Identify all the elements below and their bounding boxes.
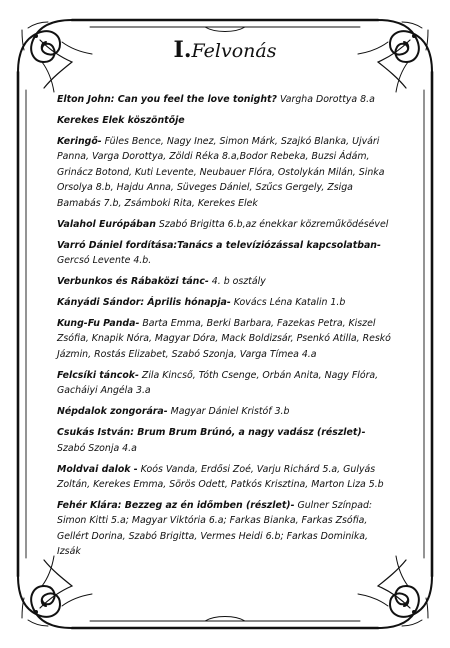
entry-performers: Gulner Színpad: Simon Kitti 5.a; Magyar Viktória 6.a; Farkas Bianka, Farkas Zsófia, Gellért Dorina, Szabó Brigitta, Vermes Heidi 6.b; Farkas Dominika, Izsák: [57, 500, 373, 558]
entry-title: Elton John: Can you feel the love tonight?: [57, 94, 277, 105]
entry-title: Kerekes Elek köszöntője: [57, 115, 185, 126]
program-list: [57, 92, 393, 560]
page-title: [0, 38, 450, 63]
entry-title: Csukás István: Brum Brum Brúnó, a nagy vadász (részlet)-: [57, 427, 366, 439]
entry-title: Felcsíki táncok-: [57, 369, 139, 381]
program-entry: [57, 404, 393, 419]
entry-performers: Gercsó Levente 4.b.: [57, 255, 152, 267]
entry-title: Moldvai dalok -: [57, 463, 138, 475]
entry-title: Verbunkos és Rábaközi tánc-: [57, 276, 209, 288]
entry-title: Népdalok zongorára-: [57, 406, 168, 418]
program-entry: [57, 134, 393, 211]
entry-title: Kányádi Sándor: Április hónapja-: [57, 297, 231, 309]
program-entry: [57, 217, 393, 232]
program-entry: [57, 498, 393, 560]
entry-performers: 4. b osztály: [208, 276, 266, 288]
entry-title: Kung-Fu Panda-: [57, 318, 140, 330]
entry-title: Varró Dániel fordítása:Tanács a televíziózással kapcsolatban-: [57, 239, 381, 251]
program-entry: [57, 368, 393, 399]
entry-performers: Kovács Léna Katalin 1.b: [230, 297, 346, 309]
program-entry: [57, 113, 393, 128]
program-entry: [57, 425, 393, 456]
entry-title: Fehér Klára: Bezzeg az én időmben (részlet)-: [57, 500, 295, 512]
program-entry: [57, 295, 393, 310]
title-script: Felvonás: [191, 40, 277, 62]
entry-title: Keringő-: [57, 136, 102, 147]
entry-performers: Barta Emma, Berki Barbara, Fazekas Petra, Kiszel Zsófia, Knapik Nóra, Magyar Dóra, Mack Boldizsár, Psenkó Atilla, Reskó Jázmin, Rostás Elizabet, Szabó Szonja, Varga Tímea 4.a: [57, 318, 391, 360]
entry-performers: Szabó Brigitta 6.b,az énekkar közreműködésével: [155, 218, 389, 230]
program-entry: [57, 238, 393, 269]
entry-performers: Vargha Dorottya 8.a: [276, 94, 375, 105]
entry-performers: Füles Bence, Nagy Inez, Simon Márk, Szajkó Blanka, Ujvári Panna, Varga Dorottya, Zöldi Réka 8.a,Bodor Rebeka, Buzsi Ádám, Grinácz Botond, Kuti Levente, Neubauer Flóra, Ostolykán Milán, Sinka Orsolya 8.b, Hajdu Anna, Süveges Dániel, Szűcs Gergely, Zsiga Bamabás 7.b, Zsámboki Rita, Kerekes Elek: [57, 136, 385, 209]
entry-performers: Magyar Dániel Kristóf 3.b: [167, 406, 290, 418]
title-roman-numeral: I.: [173, 37, 192, 63]
program-entry: [57, 274, 393, 289]
program-entry: [57, 316, 393, 362]
program-entry: [57, 462, 393, 493]
entry-title: Valahol Európában: [57, 218, 156, 230]
entry-performers: Szabó Szonja 4.a: [57, 442, 137, 454]
program-entry: [57, 92, 393, 107]
entry-performers: Koós Vanda, Erdősi Zoé, Varju Richárd 5.a, Gulyás Zoltán, Kerekes Emma, Sörös Odett, Patkós Krisztina, Marton Liza 5.b: [57, 463, 384, 491]
entry-performers: Zila Kincső, Tóth Csenge, Orbán Anita, Nagy Flóra, Gacháiyi Angéla 3.a: [57, 369, 379, 397]
